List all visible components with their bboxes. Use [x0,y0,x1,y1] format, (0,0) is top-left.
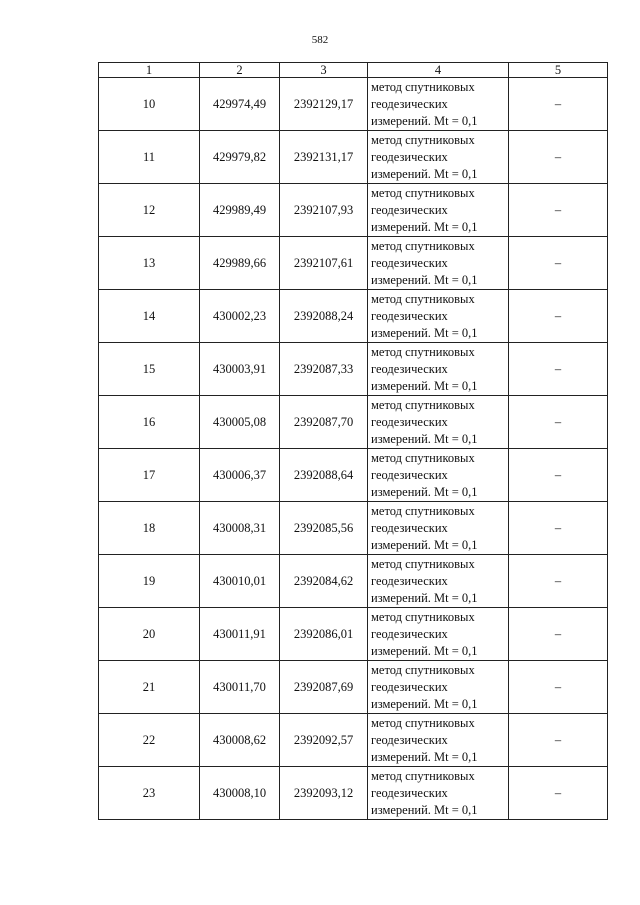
note-cell: – [509,502,608,555]
table-row [99,184,608,237]
x-coordinate-cell: 430011,70 [200,661,280,714]
table-row [99,449,608,502]
x-coordinate-cell: 430003,91 [200,343,280,396]
x-coordinate-cell: 430005,08 [200,396,280,449]
x-coordinate-cell: 430010,01 [200,555,280,608]
point-number-cell: 13 [99,237,200,290]
method-cell: метод спутниковых геодезических измерений. Mt = 0,1 [368,131,509,184]
point-number-cell: 19 [99,555,200,608]
note-cell: – [509,343,608,396]
x-coordinate-cell: 429974,49 [200,78,280,131]
y-coordinate-cell: 2392093,12 [280,767,368,820]
point-number-cell: 10 [99,78,200,131]
column-header-5: 5 [509,63,608,78]
note-cell: – [509,608,608,661]
table-row [99,237,608,290]
y-coordinate-cell: 2392087,69 [280,661,368,714]
y-coordinate-cell: 2392131,17 [280,131,368,184]
column-header-1: 1 [99,63,200,78]
method-cell: метод спутниковых геодезических измерений. Mt = 0,1 [368,184,509,237]
y-coordinate-cell: 2392085,56 [280,502,368,555]
x-coordinate-cell: 430008,31 [200,502,280,555]
point-number-cell: 11 [99,131,200,184]
method-cell: метод спутниковых геодезических измерений. Mt = 0,1 [368,661,509,714]
y-coordinate-cell: 2392092,57 [280,714,368,767]
method-cell: метод спутниковых геодезических измерений. Mt = 0,1 [368,290,509,343]
point-number-cell: 15 [99,343,200,396]
note-cell: – [509,449,608,502]
point-number-cell: 23 [99,767,200,820]
x-coordinate-cell: 430002,23 [200,290,280,343]
x-coordinate-cell: 430011,91 [200,608,280,661]
x-coordinate-cell: 430008,62 [200,714,280,767]
method-cell: метод спутниковых геодезических измерений. Mt = 0,1 [368,608,509,661]
method-cell: метод спутниковых геодезических измерений. Mt = 0,1 [368,237,509,290]
x-coordinate-cell: 430008,10 [200,767,280,820]
point-number-cell: 21 [99,661,200,714]
point-number-cell: 12 [99,184,200,237]
table-row [99,661,608,714]
table-row [99,555,608,608]
y-coordinate-cell: 2392086,01 [280,608,368,661]
x-coordinate-cell: 429979,82 [200,131,280,184]
table-header-row [99,63,608,78]
note-cell: – [509,131,608,184]
y-coordinate-cell: 2392107,93 [280,184,368,237]
note-cell: – [509,184,608,237]
table-row [99,502,608,555]
point-number-cell: 22 [99,714,200,767]
y-coordinate-cell: 2392107,61 [280,237,368,290]
note-cell: – [509,237,608,290]
x-coordinate-cell: 429989,66 [200,237,280,290]
table-row [99,343,608,396]
point-number-cell: 18 [99,502,200,555]
table-row [99,714,608,767]
x-coordinate-cell: 430006,37 [200,449,280,502]
x-coordinate-cell: 429989,49 [200,184,280,237]
y-coordinate-cell: 2392087,33 [280,343,368,396]
y-coordinate-cell: 2392088,64 [280,449,368,502]
coordinates-table [98,62,608,820]
note-cell: – [509,290,608,343]
method-cell: метод спутниковых геодезических измерений. Mt = 0,1 [368,714,509,767]
y-coordinate-cell: 2392087,70 [280,396,368,449]
table-row [99,290,608,343]
column-header-3: 3 [280,63,368,78]
point-number-cell: 20 [99,608,200,661]
note-cell: – [509,767,608,820]
method-cell: метод спутниковых геодезических измерений. Mt = 0,1 [368,343,509,396]
note-cell: – [509,714,608,767]
table-row [99,396,608,449]
method-cell: метод спутниковых геодезических измерений. Mt = 0,1 [368,449,509,502]
method-cell: метод спутниковых геодезических измерений. Mt = 0,1 [368,502,509,555]
column-header-4: 4 [368,63,509,78]
y-coordinate-cell: 2392088,24 [280,290,368,343]
method-cell: метод спутниковых геодезических измерений. Mt = 0,1 [368,78,509,131]
note-cell: – [509,661,608,714]
point-number-cell: 16 [99,396,200,449]
note-cell: – [509,555,608,608]
note-cell: – [509,78,608,131]
method-cell: метод спутниковых геодезических измерений. Mt = 0,1 [368,555,509,608]
note-cell: – [509,396,608,449]
column-header-2: 2 [200,63,280,78]
point-number-cell: 14 [99,290,200,343]
y-coordinate-cell: 2392129,17 [280,78,368,131]
page-number: 582 [311,34,329,46]
method-cell: метод спутниковых геодезических измерений. Mt = 0,1 [368,396,509,449]
table-row [99,131,608,184]
table-row [99,78,608,131]
table-row [99,767,608,820]
method-cell: метод спутниковых геодезических измерений. Mt = 0,1 [368,767,509,820]
table-row [99,608,608,661]
y-coordinate-cell: 2392084,62 [280,555,368,608]
point-number-cell: 17 [99,449,200,502]
